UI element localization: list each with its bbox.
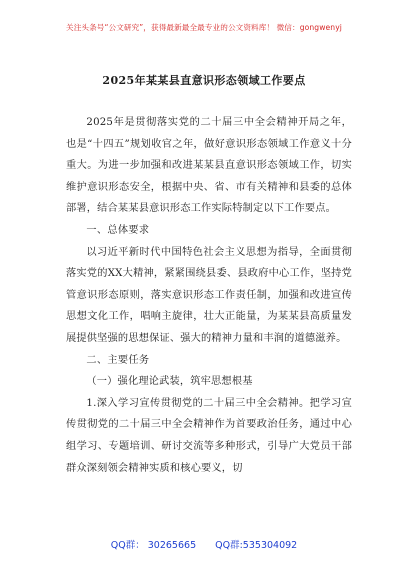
- footer-qq-group-2: QQ群:535304092: [215, 540, 298, 551]
- header-banner: 关注头条号“公文研究”，获得最新最全最专业的公文资料库！ 微信：gongwenyj: [66, 23, 342, 32]
- footer-qq-group-1: QQ群： 30265665: [110, 540, 197, 551]
- subsection1-heading: （一）强化理论武装，筑牢思想根基: [86, 376, 253, 388]
- document-body: [66, 112, 352, 479]
- document-title: 2025年某某县直意识形态领域工作要点: [102, 74, 306, 87]
- section2-heading: 二、主要任务: [86, 354, 150, 366]
- footer-contact: [0, 537, 408, 551]
- intro-paragraph: 2025年是贯彻落实党的二十届三中全会精神开局之年，也是“十四五”规划收官之年，做好意识形态领域工作意义十分重大。为进一步加强和改进某某县直意识形态领域工作，切实维护意识形态安全，根据中央、省、市有关精神和县委的总体部署，结合某某县意识形态工作实际特制定以下工作要点。: [66, 117, 352, 215]
- section1-heading: 一、总体要求: [86, 224, 150, 236]
- section1-paragraph: 以习近平新时代中国特色社会主义思想为指导，全面贯彻落实党的XX大精神，紧紧围绕县委、县政府中心工作，坚持党管意识形态原则，落实意识形态工作责任制，加强和改进宣传思想文化工作，唱响主旋律，壮大正能量，为某某县高质量发展提供坚强的思想保证、强大的精神力量和丰润的道德滋养。: [66, 246, 352, 344]
- item1-paragraph: 1.深入学习宣传贯彻党的二十届三中全会精神。把学习宣传贯彻党的二十届三中全会精神作为首要政治任务，通过中心组学习、专题培训、研讨交流等多种形式，引导广大党员干部群众深刻领会精神实质和核心要义，切: [66, 397, 352, 474]
